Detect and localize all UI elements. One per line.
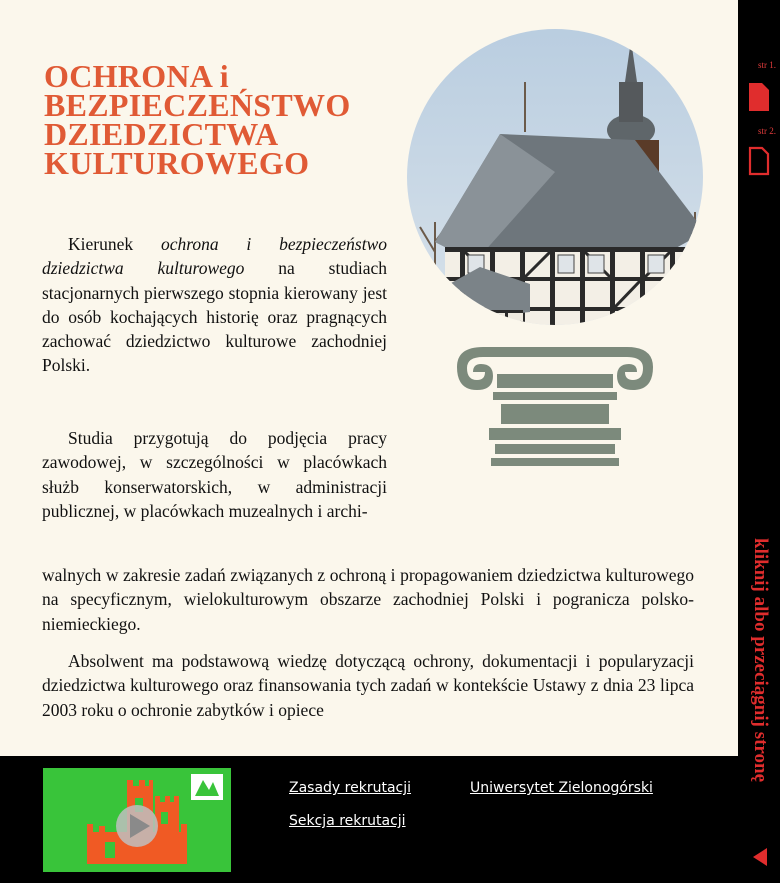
page-navigation-sidebar: [738, 0, 780, 883]
page-1-label: str 1.: [758, 60, 776, 70]
ionic-column-capital: [457, 347, 653, 466]
paragraph-studies-continued: walnych w zakresie zadań związanych z ochroną i propagowaniem dziedzictwa kulturowego na specyficznym, wielokulturowym obszarze zachodniej Polski i pogranicza polsko-niemieckiego.: [42, 565, 694, 634]
intro-text-start: Kierunek: [68, 234, 161, 254]
intro-text-end: na studiach stacjonarnych pierwszego stopnia kierowany jest do osób kochających historię oraz pragnących zachować dziedzictwo kulturowe zachodniej Polski.: [42, 258, 387, 376]
play-icon[interactable]: [43, 768, 231, 872]
page-filled-icon[interactable]: [748, 82, 770, 112]
title-line-2: BEZPIECZEŃSTWO: [44, 87, 351, 123]
page-title: [44, 58, 384, 181]
paragraph-graduate: Absolwent ma podstawową wiedzę dotyczącą ochrony, dokumentacji i popularyzacji dziedzictwa kulturowego oraz finansowania tych zadań w kontekście Ustawy z dnia 23 lipca 2003 roku o ochronie zabytków i opiece: [42, 651, 694, 720]
title-line-4: KULTUROWEGO: [44, 145, 310, 181]
church-photo: [405, 22, 710, 340]
paragraph-studies: Studia przygotują do podjęcia pracy zawodowej, w szczególności w placówkach służb konserwatorskich, w administracji publicznej, w placówkach muzealnych i archi-: [42, 428, 387, 521]
swipe-hint: kliknij albo przeciągnij stronę: [750, 538, 771, 783]
paragraph-intro: [42, 232, 387, 378]
church-column-illustration: [405, 22, 710, 472]
video-thumbnail[interactable]: [43, 768, 231, 872]
arrow-left-icon[interactable]: [753, 847, 767, 867]
page-2-label: str 2.: [758, 126, 776, 136]
link-university[interactable]: Uniwersytet Zielonogórski: [470, 780, 653, 796]
footer-bar: [0, 756, 738, 883]
intro-text-italic: ochrona i bezpieczeństwo dziedzictwa kulturowego: [42, 234, 387, 279]
title-line-1: OCHRONA i: [44, 58, 229, 94]
link-recruitment-rules[interactable]: Zasady rekrutacji: [289, 780, 412, 796]
page-outline-icon[interactable]: [748, 146, 770, 176]
title-line-3: DZIEDZICTWA: [44, 116, 279, 152]
link-recruitment-section[interactable]: Sekcja rekrutacji: [289, 813, 406, 829]
